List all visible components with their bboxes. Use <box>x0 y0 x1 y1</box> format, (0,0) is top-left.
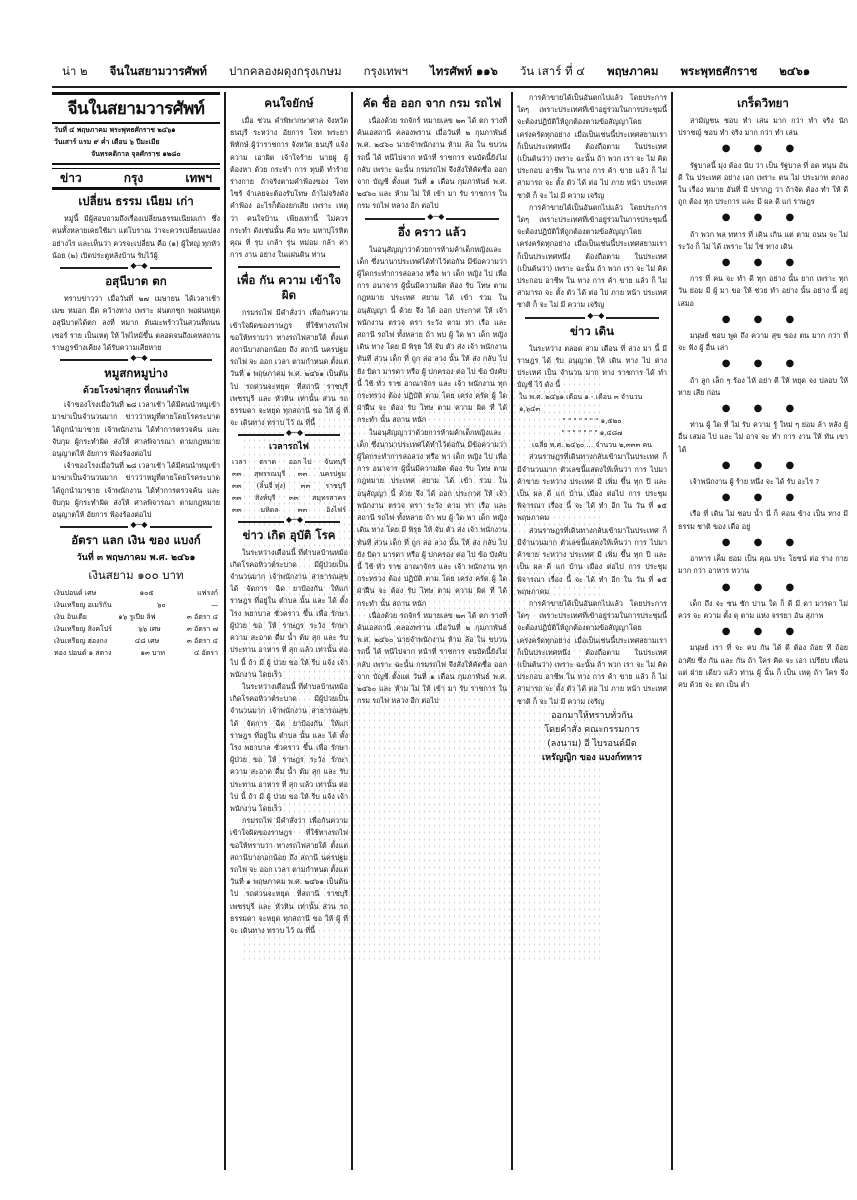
exchange-unit: ๓ อัตรา ๔ <box>187 613 218 622</box>
article-body: เนื่องด้วย รถจักร์ หมายเลข ๒๓ ได้ ตก รางที่ค้นเอสถานี คลองพราน เมื่อวันที่ ๒ กุมภาพันธ์ พ.ศ. ๒๔๖๐ นายจำพนักงาน ห้าม ล้อ ใน ขบวน รถนี้ ได้ หนีไปจาก หน้าที่ ราชการ จนบัดนี้ยังไม่กลับ เพราะ ฉะนั้น กรมรถไฟ จึงสั่งให้คัดชื่อ ออกจาก บัญชี ตั้งแต่ วันที่ ๑ เดือน กุมภาพันธ์ พ.ศ. ๒๔๖๐ และ ห้าม ไม่ ให้ เข้า มา รับ ราชการ ใน กรม รถไฟ หลวง อีก ต่อไป <box>357 610 507 706</box>
exchange-label: เงินเหรียญ ฮ่องกง <box>54 637 108 646</box>
anecdote-item: สามัญชน ชอบ ทำ เล่น มาก กว่า ทำ จริง นักปราชญ์ ชอบ ทำ จริง มาก กว่า ทำ เล่น <box>678 116 848 138</box>
timetable-cell: สมุทรสาคร <box>312 493 346 502</box>
exchange-label: เงินปอนด์ เศษ <box>54 589 97 598</box>
exchange-label: เงินเหรียญ อเมริกัน <box>54 601 112 610</box>
masthead <box>52 92 220 165</box>
exchange-unit: — <box>211 601 218 610</box>
section-label <box>52 168 220 190</box>
section-title: เกร็ดวิทยา <box>737 96 789 110</box>
exchange-row <box>52 635 220 647</box>
article-title: หมูสกหมูบ่าง <box>104 366 168 381</box>
anecdote-item: เด็ก ถึง จะ ซน ซัก ปาน ใด ก็ ดี มี ดา มารดา ไม่ ควร จะ ความ ตั้ง ดุ ตาม แห่ง จรรยา อัน สุภาพ <box>678 598 848 620</box>
page-number: น่า ๒ <box>62 64 88 78</box>
timetable-cell: ๓๓ <box>232 481 242 490</box>
article-body: ในระหว่างเดือนนี้ ที่ตำบลบ้านหม้อ เกิดโรคอหิวาต์ระบาด มีผู้ป่วยเป็นจำนวนมาก เจ้าพนักงาน สาธารณสุข ได้ จัดการ ฉีด ยาป้องกัน ให้แก่ ราษฎร ที่อยู่ใน ตำบล นั้น และ ได้ ตั้ง โรง พยาบาล ชั่วคราว ขึ้น เพื่อ รักษา ผู้ป่วย ขอ ให้ ราษฎร ระวัง รักษา ความ สะอาด ดื่ม น้ำ ต้ม สุก และ รับประทาน อาหาร ที่ สุก แล้ว เท่านั้น ต่อ ไป นี้ ถ้า มี ผู้ ป่วย ขอ ให้ รีบ แจ้ง เจ้าพนักงาน โดยเร็ว <box>230 547 348 679</box>
header-rule <box>52 86 847 88</box>
dot-separator: ● ● ● <box>721 143 805 155</box>
timetable <box>230 456 348 516</box>
ornament-divider <box>365 218 499 220</box>
article-title: ข่าว เดิน <box>569 323 615 338</box>
article-body: การค้าขายได้เป็นอันตกไปแล้ว โดยประการใดๆ เพราะประเทศที่เข้าอยู่ร่วมในการประชุมนี้ จะต้องปฏิบัติให้ถูกต้องตามข้อสัญญาโดยเคร่งครัดทุกอย่าง เมื่อเป็นเช่นนี้ประเทศสยามเราก็เป็นประเทศหนึ่ง ต้องถือตาม ในประเทศ (เป็นต้นว่า) เพราะ ฉะนั้น ถ้า พวก เรา จะ ไม่ คิด ประกอบ อาชีพ ใน ทาง การ ค้า ขาย แล้ว ก็ ไม่ สามารถ จะ ตั้ง ตัว ได้ ต่อ ไป ภาย หน้า ประเทศ ชาติ ก็ จะ ไม่ มี ความ เจริญ <box>517 93 667 200</box>
issue-month: พฤษภาคม <box>607 64 659 78</box>
timetable-title: เวลารถไฟ <box>269 442 309 453</box>
article-body: ในระหว่างเดือนนี้ ที่ตำบลบ้านหม้อ เกิดโรคอหิวาต์ระบาด มีผู้ป่วยเป็นจำนวนมาก เจ้าพนักงาน สาธารณสุข ได้ จัดการ ฉีด ยาป้องกัน ให้แก่ ราษฎร ที่อยู่ใน ตำบล นั้น และ ได้ ตั้ง โรง พยาบาล ชั่วคราว ขึ้น เพื่อ รักษา ผู้ป่วย ขอ ให้ ราษฎร ระวัง รักษา ความ สะอาด ดื่ม น้ำ ต้ม สุก และ รับประทาน อาหาร ที่ สุก แล้ว เท่านั้น ต่อ ไป นี้ ถ้า มี ผู้ ป่วย ขอ ให้ รีบ แจ้ง เจ้าพนักงาน โดยเร็ว <box>230 681 348 813</box>
exchange-row <box>52 623 220 635</box>
ornament-divider <box>238 521 340 523</box>
article-body: ทราบข่าวว่า เมื่อวันที่ ๒๗ เมษายน ได้เวลาเช้า เมฆ หมอก มืด คว้างทาง เพราะ ฝนตกชุก พอฝนหยุด อสุนีบาตได้ตก ลงที่ หมาก ต้นมะพร้าวในสวนที่ถนนเซอร์ ราย เป็นเหตุ ให้ ไฟไหม้ขึ้น ตลอดจนถึงเคหสถาน ราษฎรข้างเคียง ได้รับความเสียหาย <box>52 294 220 352</box>
article-body: ส่วนราษฎรที่เดินทางกลับเข้ามาในประเทศ ก็มีจำนวนมาก ตัวเลขนี้แสดงให้เห็นว่า การ ไปมา ค้าขาย ระหว่าง ประเทศ มี เพิ่ม ขึ้น ทุก ปี และ เป็น ผล ดี แก่ บ้าน เมือง ต่อไป การ ประชุม พิจารณา เรื่อง นี้ จะ ได้ ทำ อีก ใน วัน ที่ ๑๕ พฤษภาคม <box>517 525 667 596</box>
timetable-cell: (ลิ้นจี่ ทุ่ง) <box>256 481 286 490</box>
article-title: ข่าว เกิด อุบัติ โรค <box>242 527 336 542</box>
dot-separator: ● ● ● <box>721 581 805 593</box>
masthead-title: จีนในสยามวารศัพท์ <box>52 98 220 124</box>
column-3 <box>357 92 507 1170</box>
timetable-cell: ๓๓ <box>300 481 311 490</box>
exchange-table <box>52 587 220 659</box>
article-title: อสุนีบาต ตก <box>105 274 167 289</box>
issue-year: ๒๔๖๑ <box>779 64 811 78</box>
anecdote-item: อาหาร เค็ม ย่อม เป็น คุณ ประ โยชน์ ต่อ ร่าง กาย มาก กว่า อาหาร หวาน <box>678 554 848 576</box>
masthead-date-line: จันทรคติกาล จุลศักราช ๑๒๘๐ <box>91 150 181 158</box>
exchange-row <box>52 647 220 659</box>
timetable-cell: นครปฐม <box>319 469 346 478</box>
article-body: การค้าขายได้เป็นอันตกไปแล้ว โดยประการใดๆ เพราะประเทศที่เข้าอยู่ร่วมในการประชุมนี้ จะต้องปฏิบัติให้ถูกต้องตามข้อสัญญาโดยเคร่งครัดทุกอย่าง เมื่อเป็นเช่นนี้ประเทศสยามเราก็เป็นประเทศหนึ่ง ต้องถือตาม ในประเทศ (เป็นต้นว่า) เพราะ ฉะนั้น ถ้า พวก เรา จะ ไม่ คิด ประกอบ อาชีพ ใน ทาง การ ค้า ขาย แล้ว ก็ ไม่ สามารถ จะ ตั้ง ตัว ได้ ต่อ ไป ภาย หน้า ประเทศ ชาติ ก็ จะ ไม่ มี ความ เจริญ <box>517 598 667 706</box>
ornament-divider <box>60 267 212 269</box>
timetable-cell: ๓๓ <box>297 505 308 514</box>
anecdote-item: การ ที่ คน จะ ทำ ดี ทุก อย่าง นั้น ยาก เพราะ ทุก วัน ย่อม มี ผู้ มา ขอ ให้ ช่วย ทำ อย่าง นั้น อย่าง นี้ อยู่ เสมอ <box>678 274 848 308</box>
ornament-divider <box>238 434 340 436</box>
anecdote-item: ท่าน ผู้ ใด ที่ ไม่ รับ ความ รู้ ใหม่ ๆ ย่อม ล้า หลัง ผู้ อื่น เสมอ ไป และ ไม่ อาจ จะ ทำ การ งาน ให้ ทัน เขา ได้ <box>678 420 848 454</box>
column-separator <box>671 92 673 1170</box>
article-subtitle: ด้วยโรงฆ่าสุกร ที่ถนนตำไพ <box>83 386 189 397</box>
exchange-date: วันที่ ๓ พฤษภาคม พ.ศ. ๒๔๖๑ <box>76 553 196 564</box>
stats-table <box>517 391 667 451</box>
issue-day: วัน เสาร์ ที่ ๔ <box>519 64 585 78</box>
timetable-cell: เวลา <box>232 457 247 466</box>
section-label-word: กรุง <box>123 171 144 185</box>
section-label-word: ข่าว <box>60 171 82 185</box>
dot-separator: ● ● ● <box>721 257 805 269</box>
article-body: เจ้าของโรงเมื่อวันที่ ๒๘ เวลาเช้า ได้มีคนนำหมูเข้ามาฆ่าเป็นจำนวนมาก ข่าวว่าหมูที่ตายโดยโรคระบาด ได้ถูกนำมาขาย เจ้าพนักงาน ได้ทำการตรวจค้น และจับกุม ผู้กระทำผิด ส่งให้ ศาลพิจารณา ตามกฎหมาย อนุญาตให้ อัยการ ฟ้องร้องต่อไป <box>52 400 220 459</box>
timetable-cell: ออก ไป <box>288 457 312 466</box>
timetable-cell: ๓๓ <box>232 493 242 502</box>
article-title: เพื่อ กัน ความ เข้าใจ ผิด <box>236 273 342 303</box>
page-header <box>52 60 852 84</box>
anecdote-item: มนุษย์ เรา ที่ จะ คบ กัน ได้ ดี ต้อง ถ้อย ที ถ้อย อาศัย ซึ่ง กัน และ กัน ถ้า ใคร คิด จะ เอา เปรียบ เพื่อน แต่ ฝ่าย เดียว แล้ว ท่าน ผู้ นั้น ก็ เป็น เหตุ ถ้า ใคร จึ่ง คบ ด้วย จะ ตก เป็น ต่ำ <box>678 643 848 689</box>
timetable-cell: ๓๓ <box>232 469 242 478</box>
dot-separator: ● ● ● <box>721 358 805 370</box>
ornament-divider <box>525 317 659 319</box>
timetable-cell: มหิดล <box>260 505 279 514</box>
timetable-row <box>230 468 348 480</box>
timetable-cell: ตราด <box>259 457 277 466</box>
dot-separator: ● ● ● <box>721 212 805 224</box>
masthead-date-line: วันเสาร์ แรม ๙ ค่ำ เดือน ๖ ปีมะเมีย <box>54 138 160 146</box>
newspaper-page <box>52 60 852 1170</box>
divider <box>238 266 340 268</box>
issue-era: พระพุทธศักราช <box>680 64 758 78</box>
column-2 <box>230 92 348 1170</box>
exchange-row <box>52 587 220 599</box>
dot-separator: ● ● ● <box>721 403 805 415</box>
ornament-divider <box>60 359 212 361</box>
article-body: การค้าขายได้เป็นอันตกไปแล้ว โดยประการใดๆ เพราะประเทศที่เข้าอยู่ร่วมในการประชุมนี้ จะต้องปฏิบัติให้ถูกต้องตามข้อสัญญาโดยเคร่งครัดทุกอย่าง เมื่อเป็นเช่นนี้ประเทศสยามเราก็เป็นประเทศหนึ่ง ต้องถือตาม ในประเทศ (เป็นต้นว่า) เพราะ ฉะนั้น ถ้า พวก เรา จะ ไม่ คิด ประกอบ อาชีพ ใน ทาง การ ค้า ขาย แล้ว ก็ ไม่ สามารถ จะ ตั้ง ตัว ได้ ต่อ ไป ภาย หน้า ประเทศ ชาติ ก็ จะ ไม่ มี ความ เจริญ <box>517 202 667 310</box>
anecdote-item: ถ้า ลูก เล็ก ๆ ร้อง ไห้ อย่า ตี ให้ หยุด จง ปลอบ ให้ หาย เสีย ก่อน <box>678 375 848 397</box>
dot-separator: ● ● ● <box>721 492 805 504</box>
exchange-value: ๔๘ เศษ <box>134 637 160 646</box>
dot-separator: ● ● ● <box>721 626 805 638</box>
article-title: คนใจยักษ์ <box>264 96 314 110</box>
exchange-label: เงินเหรียญ สิงคโปร์ <box>54 625 112 634</box>
phone: ไทรศัพท์ ๑๑๖ <box>429 64 498 78</box>
column-4 <box>517 92 667 1170</box>
exchange-value: ๑๓ บาท <box>140 649 165 658</box>
signoff-title: เหรัญญิก ของ แบงก์ทหาร <box>542 753 642 764</box>
timetable-cell: ราชบุรี <box>325 481 346 490</box>
article-body: เจ้าของโรงเมื่อวันที่ ๒๘ เวลาเช้า ได้มีคนนำหมูเข้ามาฆ่าเป็นจำนวนมาก ข่าวว่าหมูที่ตายโดยโรคระบาด ได้ถูกนำมาขาย เจ้าพนักงาน ได้ทำการตรวจค้น และจับกุม ผู้กระทำผิด ส่งให้ ศาลพิจารณา ตามกฎหมาย อนุญาตให้ อัยการ ฟ้องร้องต่อไป <box>52 461 220 520</box>
timetable-cell: จันทบุรี <box>324 457 346 466</box>
signoff-line: ออกมาให้ทราบทั่วกัน <box>551 710 633 721</box>
stats-row: " " " " " " " ๑,๕๒๐ <box>562 417 622 426</box>
anecdote-list <box>678 115 848 691</box>
column-separator <box>511 92 513 1170</box>
column-5 <box>678 92 848 1170</box>
stats-row: ใน พ.ศ. ๒๔๖๑ เดือน ๑ - เดือน ๓ จำนวน ๑,๖๔๓ <box>519 393 643 414</box>
article-title: อึ่ง คราว แล้ว <box>397 224 467 239</box>
exchange-unit: ๔ อัตรา <box>194 649 218 658</box>
exchange-value: ๖๖ เศษ <box>138 625 161 634</box>
exchange-value: ๑๖ รูเปีย ลิฟ <box>118 613 156 622</box>
exchange-label: ทอง ปอนด์ ๑ สตาง <box>54 649 112 658</box>
column-1 <box>52 92 220 1170</box>
exchange-row <box>52 599 220 611</box>
exchange-row <box>52 611 220 623</box>
ornament-divider <box>60 526 212 528</box>
timetable-row <box>230 480 348 492</box>
timetable-cell: สิงห์บุรี <box>255 493 276 502</box>
article-body: ในระหว่าง ตลอด สาม เดือน ที่ ล่วง มา นี้ มี ราษฎร ได้ รับ อนุญาต ให้ เดิน ทาง ไป ต่าง ประเทศ เป็น จำนวน มาก ทาง ราชการ ได้ ทำ บัญชี ไว้ ดัง นี้ <box>517 343 667 390</box>
article-title: เปลี่ยน ธรรม เนียม เก่า <box>78 194 194 209</box>
exchange-label: เงิน อินเดีย <box>54 613 87 622</box>
article-body: กรมรถไฟ มีคำสั่งว่า เพื่อกันความเข้าใจผิดของราษฎร ที่ใช้ทางรถไฟ ขอให้ทราบว่า ทางรถไฟสายใต้ ตั้งแต่ สถานีบางกอกน้อย ถึง สถานี นครปฐม รถไฟ จะ ออก เวลา ตามกำหนด ตั้งแต่วันที่ ๑ พฤษภาคม พ.ศ. ๒๔๖๑ เป็นต้นไป รถด่วนจะหยุด ที่สถานี ราชบุรี เพชรบุรี และ หัวหิน เท่านั้น ส่วน รถธรรมดา จะหยุด ทุกสถานี ขอ ให้ ผู้ ที่ จะ เดินทาง ทราบ ไว้ ณ ที่นี้ <box>230 816 348 935</box>
section-label-word: เทพฯ <box>185 171 212 185</box>
column-separator <box>351 92 353 1170</box>
article-body: กรมรถไฟ มีคำสั่งว่า เพื่อกันความเข้าใจผิดของราษฎร ที่ใช้ทางรถไฟ ขอให้ทราบว่า ทางรถไฟสายใต้ ตั้งแต่ สถานีบางกอกน้อย ถึง สถานี นครปฐม รถไฟ จะ ออก เวลา ตามกำหนด ตั้งแต่วันที่ ๑ พฤษภาคม พ.ศ. ๒๔๖๑ เป็นต้นไป รถด่วนจะหยุด ที่สถานี ราชบุรี เพชรบุรี และ หัวหิน เท่านั้น ส่วน รถธรรมดา จะหยุด ทุกสถานี ขอ ให้ ผู้ ที่ จะ เดินทาง ทราบ ไว้ ณ ที่นี้ <box>230 308 348 428</box>
paper-name: จีนในสยามวารศัพท์ <box>109 64 207 78</box>
article-body: ในอนุสัญญาว่าด้วยการห้ามค้าเด็กหญิงและเด็ก ซึ่งนานาประเทศได้ทำไว้ต่อกัน มีข้อความว่า ผู้ใดกระทำการล่อลวง หรือ พา เด็ก หญิง ไป เพื่อ การ อนาจาร ผู้นั้นมีความผิด ต้อง รับ โทษ ตาม กฎหมาย ประเทศ สยาม ได้ เข้า ร่วม ใน อนุสัญญา นี้ ด้วย จึง ได้ ออก ประกาศ ให้ เจ้าพนักงาน ตรวจ ตรา ระวัง ตาม ท่า เรือ และ สถานี รถไฟ ทั้งหลาย ถ้า พบ ผู้ ใด พา เด็ก หญิง เดิน ทาง โดย มี พิรุธ ให้ จับ ตัว ส่ง เจ้า พนักงาน ทันที ส่วน เด็ก ที่ ถูก ล่อ ลวง นั้น ให้ ส่ง กลับ ไป ยัง บิดา มารดา หรือ ผู้ ปกครอง ต่อ ไป ข้อ บังคับ นี้ ใช้ ทั่ว ราช อาณาจักร และ เจ้า พนักงาน ทุก กระทรวง ต้อง ปฏิบัติ ตาม โดย เคร่ง ครัด ผู้ ใด ฝ่าฝืน จะ ต้อง รับ โทษ ตาม ความ ผิด ที่ ได้ กระทำ นั้น สถาน หนัก <box>357 244 507 425</box>
dot-separator: ● ● ● <box>721 313 805 325</box>
anecdote-item: เรือ ที่ เดิน ไม่ ชอบ น้ำ นี่ ก็ ค่อน ข้าง เป็น ทาง มี ธรรม ชาติ ของ เดือ อยู่ <box>678 509 848 531</box>
article-body: ส่วนราษฎรที่เดินทางกลับเข้ามาในประเทศ ก็มีจำนวนมาก ตัวเลขนี้แสดงให้เห็นว่า การ ไปมา ค้าขาย ระหว่าง ประเทศ มี เพิ่ม ขึ้น ทุก ปี และ เป็น ผล ดี แก่ บ้าน เมือง ต่อไป การ ประชุม พิจารณา เรื่อง นี้ จะ ได้ ทำ อีก ใน วัน ที่ ๑๕ พฤษภาคม <box>517 452 667 523</box>
stats-row: เฉลี่ย พ.ศ. ๒๔๖๐ ... จำนวน ๒,๓๓๓ คน <box>532 441 652 450</box>
article-body: เนื่องด้วย รถจักร์ หมายเลข ๒๓ ได้ ตก รางที่ค้นเอสถานี คลองพราน เมื่อวันที่ ๒ กุมภาพันธ์ พ.ศ. ๒๔๖๐ นายจำพนักงาน ห้าม ล้อ ใน ขบวน รถนี้ ได้ หนีไปจาก หน้าที่ ราชการ จนบัดนี้ยังไม่กลับ เพราะ ฉะนั้น กรมรถไฟ จึงสั่งให้คัดชื่อ ออกจาก บัญชี ตั้งแต่ วันที่ ๑ เดือน กุมภาพันธ์ พ.ศ. ๒๔๖๐ และ ห้าม ไม่ ให้ เข้า มา รับ ราชการ ใน กรม รถไฟ หลวง อีก ต่อไป <box>357 116 507 211</box>
anecdote-item: มนุษย์ ชอบ พูด ถึง ความ สุข ของ ตน มาก กว่า ที่ จะ ฟัง ผู้ อื่น เล่า <box>678 331 848 353</box>
anecdote-item: รัฐบาลนี้ มุ่ง ต้อง นับ ว่า เป็น รัฐบาล ที่ อด หนุน อัน ดี ใน ประเทศ อย่าง เอก เพราะ ตน ไม่ ประมาท ตกลง ใน เรื่อง หมาย อันที่ มี ปรากฏ ว่า ถ้าจัด ต้อง ทำ ให้ ดี ถูก ต้อง ทุก ประการ และ มี ผล ดี แก่ ราษฎร <box>678 160 848 207</box>
timetable-row <box>230 492 348 504</box>
exchange-unit: ๓ อัตรา ๔ <box>187 637 218 646</box>
paper-city: กรุงเทพฯ <box>363 64 408 78</box>
exchange-value: ๑๐๕ <box>139 589 154 598</box>
exchange-value: ๖๐ <box>156 601 166 610</box>
column-separator <box>224 92 226 1170</box>
article-body: หมู่นี้ มีผู้สอบถามถึงเรื่องเปลี่ยนธรรมเนียมเก่า ซึ่งคนทั้งหลายเคยใช้มา แต่โบราณ ว่าจะควรเปลี่ยนแปลงอย่างไร และเห็นว่า ควรจะเปลี่ยน คือ (๑) ผู้ใหญ่ ทุกหัว น้อย (๒) เปิดประตูหลังบ้าน รับไว้ผู้ <box>52 214 220 260</box>
timetable-header <box>230 456 348 468</box>
article-body: ในอนุสัญญาว่าด้วยการห้ามค้าเด็กหญิงและเด็ก ซึ่งนานาประเทศได้ทำไว้ต่อกัน มีข้อความว่า ผู้ใดกระทำการล่อลวง หรือ พา เด็ก หญิง ไป เพื่อ การ อนาจาร ผู้นั้นมีความผิด ต้อง รับ โทษ ตาม กฎหมาย ประเทศ สยาม ได้ เข้า ร่วม ใน อนุสัญญา นี้ ด้วย จึง ได้ ออก ประกาศ ให้ เจ้าพนักงาน ตรวจ ตรา ระวัง ตาม ท่า เรือ และ สถานี รถไฟ ทั้งหลาย ถ้า พบ ผู้ ใด พา เด็ก หญิง เดิน ทาง โดย มี พิรุธ ให้ จับ ตัว ส่ง เจ้า พนักงาน ทันที ส่วน เด็ก ที่ ถูก ล่อ ลวง นั้น ให้ ส่ง กลับ ไป ยัง บิดา มารดา หรือ ผู้ ปกครอง ต่อ ไป ข้อ บังคับ นี้ ใช้ ทั่ว ราช อาณาจักร และ เจ้า พนักงาน ทุก กระทรวง ต้อง ปฏิบัติ ตาม โดย เคร่ง ครัด ผู้ ใด ฝ่าฝืน จะ ต้อง รับ โทษ ตาม ความ ผิด ที่ ได้ กระทำ นั้น สถาน หนัก <box>357 427 507 608</box>
timetable-cell: อิงไฟร์ <box>326 505 346 514</box>
anecdote-item: เจ้าพนักงาน ผู้ ร้าย หนึ่ง จะ ได้ รับ อะไร ? <box>690 477 820 487</box>
dot-separator: ● ● ● <box>721 536 805 548</box>
exchange-title: อัตรา แลก เงิน ของ แบงก์ <box>71 533 201 548</box>
anecdote-item: ถ้า พวก พล ทหาร ที่ เดิน เกิน แต่ ตาม ถนน จะ ไม่ ระวัง ก็ ไม่ ได้ เพราะ ไม่ ใช่ ทาง เดิน <box>678 229 848 251</box>
stats-row: " " " " " " " ๑,๔๘๗ <box>561 429 623 438</box>
article-title: คัด ชื่อ ออก จาก กรม รถไฟ <box>362 96 502 110</box>
dot-separator: ● ● ● <box>721 459 805 471</box>
paper-address: ปากคลองผดุงกรุงเกษม <box>229 64 342 78</box>
timetable-cell: สุพรรณบุรี <box>254 469 286 478</box>
exchange-base: เงินสยาม ๑๐๐ บาท <box>88 568 184 583</box>
exchange-unit: แฟรงก์ <box>197 589 218 598</box>
signoff-by: โดยคำสั่ง คณะกรรมการ <box>544 724 640 735</box>
exchange-unit: ๓ อัตรา ๗ <box>187 625 218 634</box>
article-body: เมื่อ ช่วน คำพิพากษาศาล จังหวัด ธนบุรี ระหว่าง อัยการ โจท พระยา พิทักษ์ ผู้ว่าราชการ จังหวัด ธนบุรี แจ้ง ความ เอาผิด เจ้าใจร้าย นายฝู ผู้ ต้องหา ด้วย กระทำ การ ทุบตี ทำร้าย ร่างกาย ถ้าจริงตามคำฟ้องของ โจท ไซร้ จำเลยจะต้องรับโทษ ถ้าไม่จริงดังคำฟ้อง อะไรก็ต้องยกเสีย เพราะ เหตุ ว่า คนใจบ้าน เพียงเท่านี้ ไม่ควรกระทำ ดังเช่นนั้น คือ พระ มหาปุโรหิต คุณ ที่ รุบ เกล้า รุ่น หม่อม กล้า ค่า การ งาน อย่าง ในแผ่นดิน ท่าน <box>230 116 348 260</box>
timetable-cell: ๓๓ <box>297 469 308 478</box>
timetable-cell: ๓๓ <box>232 505 242 514</box>
masthead-date-line: วันที่ ๔ พฤษภาคม พระพุทธศักราช ๒๔๖๑ <box>54 126 176 134</box>
signoff-name: (ลงนาม) อี ไบรอนด์มีด <box>547 739 637 750</box>
timetable-cell: ๓๓ <box>289 493 299 502</box>
